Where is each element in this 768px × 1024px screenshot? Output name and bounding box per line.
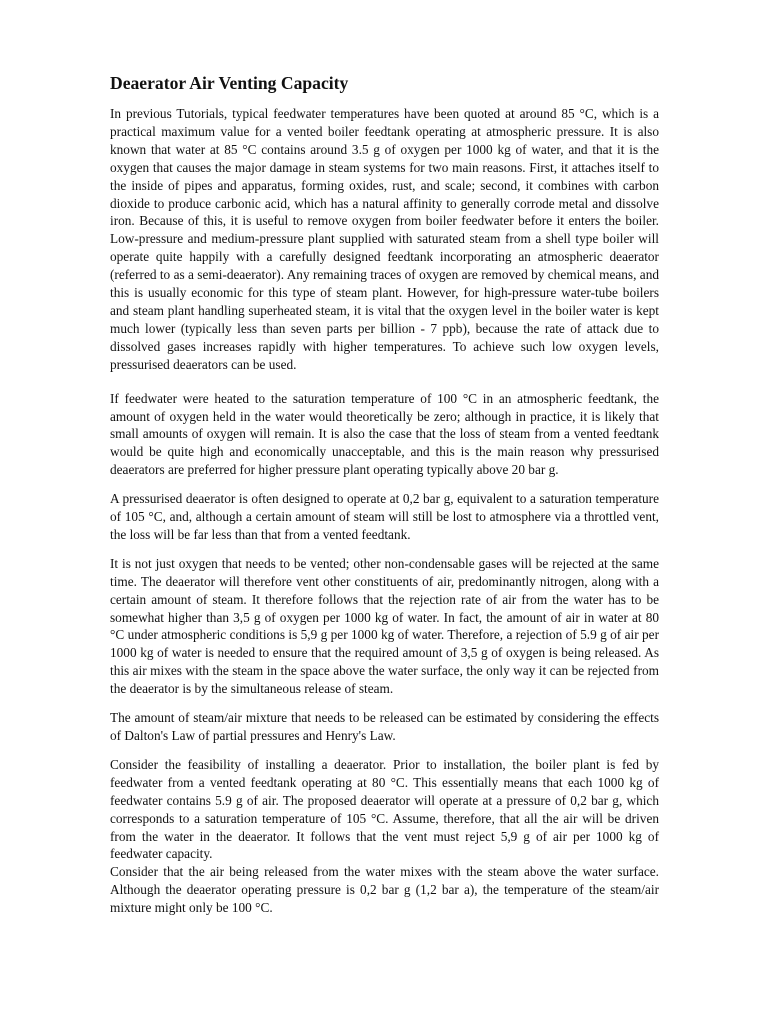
document-page [110, 72, 659, 917]
paragraph-3: A pressurised deaerator is often designed to operate at 0,2 bar g, equivalent to a saturation temperature of 105 °C, and, although a certain amount of steam will still be lost to atmosphere via a throttled vent, the loss will be far less than that from a vented feedtank. [110, 491, 659, 542]
paragraph-6: Consider the feasibility of installing a deaerator. Prior to installation, the boiler plant is fed by feedwater from a vented feedtank operating at 80 °C. This essentially means that each 1000 kg of feedwater contains 5.9 g of air. The proposed deaerator will operate at a pressure of 0,2 bar g, which corresponds to a saturation temperature of 105 °C. Assume, therefore, that all the air will be driven from the water in the deaerator. It follows that the vent must reject 5,9 g of air per 1000 kg of feedwater capacity. [110, 756, 659, 862]
paragraph-2: If feedwater were heated to the saturation temperature of 100 °C in an atmospheric feedtank, the amount of oxygen held in the water would theoretically be zero; although in practice, it is likely that small amounts of oxygen will remain. It is also the case that the loss of steam from a vented feedtank would be quite high and economically unacceptable, and this is the main reason why pressurised deaerators are preferred for higher pressure plant operating typically above 20 bar g. [110, 390, 659, 478]
paragraph-5: The amount of steam/air mixture that needs to be released can be estimated by considering the effects of Dalton's Law of partial pressures and Henry's Law. [110, 710, 659, 743]
paragraph-4: It is not just oxygen that needs to be vented; other non-condensable gases will be rejected at the same time. The deaerator will therefore vent other constituents of air, predominantly nitrogen, along with a certain amount of steam. It therefore follows that the rejection rate of air from the water has to be somewhat higher than 3,5 g of oxygen per 1000 kg of water. In fact, the amount of air in water at 80 °C under atmospheric conditions is 5,9 g per 1000 kg of water. Therefore, a rejection of 5.9 g of air per 1000 kg of water is needed to ensure that the required amount of 3,5 g of oxygen is being released. As this air mixes with the steam in the space above the water surface, the only way it can be rejected from the deaerator is by the simultaneous release of steam. [110, 555, 659, 697]
document-title: Deaerator Air Venting Capacity [110, 73, 349, 93]
paragraph-7: Consider that the air being released from the water mixes with the steam above the water surface. Although the deaerator operating pressure is 0,2 bar g (1,2 bar a), the temperature of the steam/air mixture might only be 100 °C. [110, 864, 659, 916]
paragraph-1: In previous Tutorials, typical feedwater temperatures have been quoted at around 85 °C, which is a practical maximum value for a vented boiler feedtank operating at atmospheric pressure. It is also known that water at 85 °C contains around 3.5 g of oxygen per 1000 kg of water, and that it is the oxygen that causes the major damage in steam systems for two main reasons. First, it attaches itself to the inside of pipes and apparatus, forming oxides, rust, and scale; second, it combines with carbon dioxide to produce carbonic acid, which has a natural affinity to generally corrode metal and dissolve iron. Because of this, it is useful to remove oxygen from boiler feedwater before it enters the boiler. Low-pressure and medium-pressure plant supplied with saturated steam from a shell type boiler will operate quite happily with a carefully designed feedtank incorporating an atmospheric deaerator (referred to as a semi-deaerator). Any remaining traces of oxygen are removed by chemical means, and this is usually economic for this type of steam plant. However, for high-pressure water-tube boilers and steam plant handling superheated steam, it is vital that the oxygen level in the boiler water is kept much lower (typically less than seven parts per billion - 7 ppb), because the rate of attack due to dissolved gases increases rapidly with higher temperatures. To achieve such low oxygen levels, pressurised deaerators can be used. [110, 106, 659, 372]
